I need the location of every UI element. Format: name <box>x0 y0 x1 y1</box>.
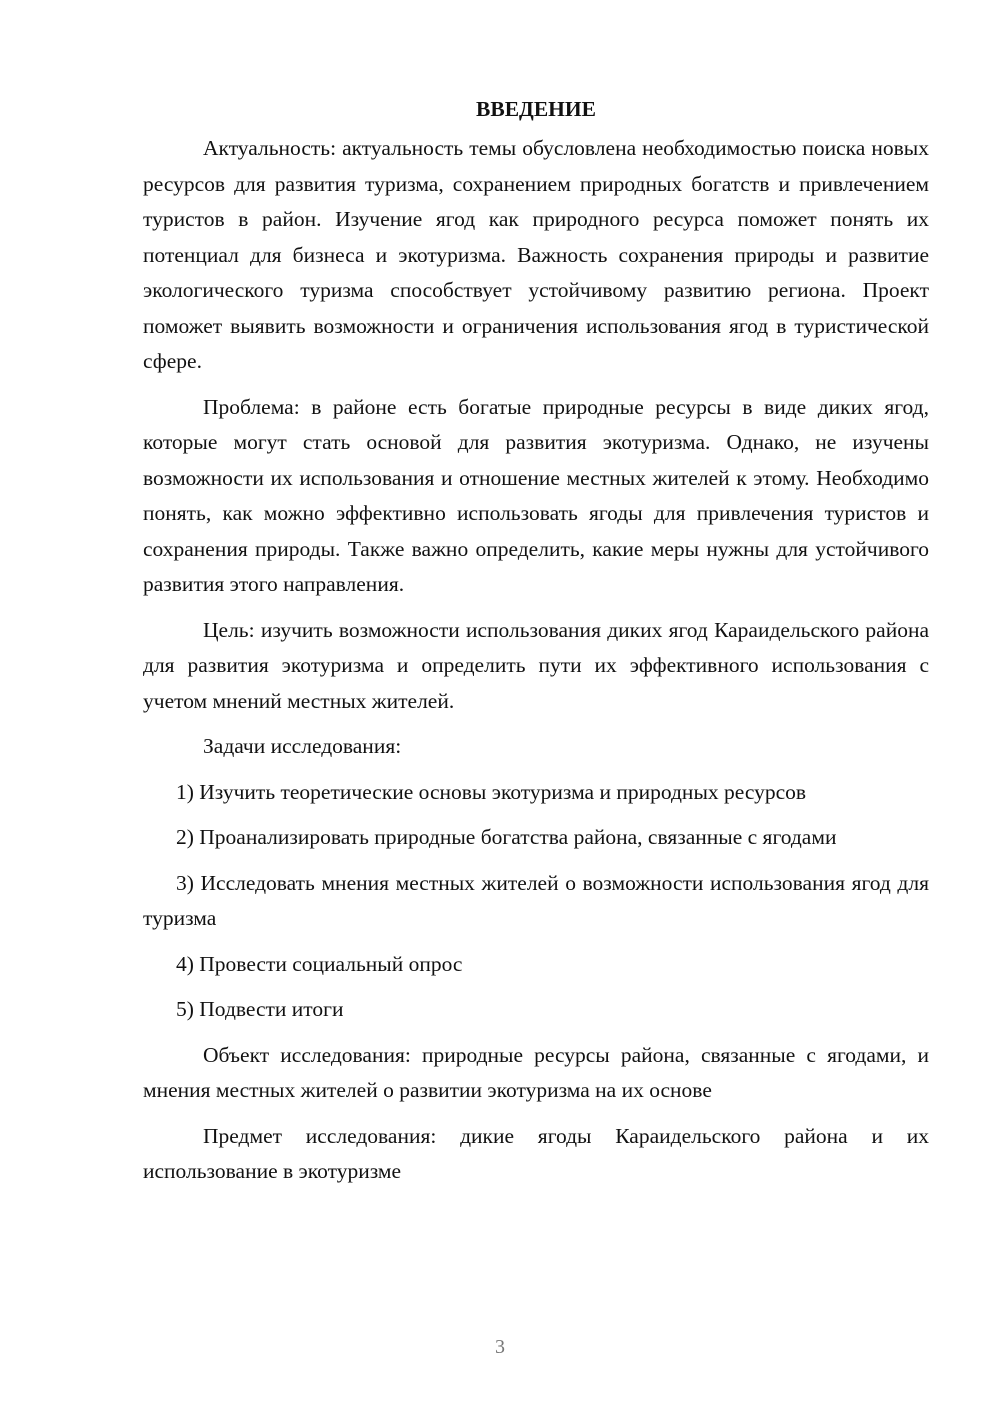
paragraph-problem: Проблема: в районе есть богатые природные ресурсы в виде диких ягод, которые могут стать основой для развития экотуризма. Однако, не изучены возможности их использования и отношение местных жителей к этому. Необходимо понять, как можно эффективно использовать ягоды для привлечения туристов и сохранения природы. Также важно определить, какие меры нужны для устойчивого развития этого направления. <box>143 394 929 596</box>
paragraph-subject: Предмет исследования: дикие ягоды Караидельского района и их использование в экотуризме <box>143 1123 929 1183</box>
task-item-4: 4) Провести социальный опрос <box>176 951 463 976</box>
paragraph-relevance: Актуальность: актуальность темы обусловлена необходимостью поиска новых ресурсов для развития туризма, сохранением природных богатств и привлечением туристов в район. Изучение ягод как природного ресурса поможет понять их потенциал для бизнеса и экотуризма. Важность сохранения природы и развитие экологического туризма способствует устойчивому развитию региона. Проект поможет выявить возможности и ограничения использования ягод в туристической сфере. <box>143 136 929 373</box>
task-item-5: 5) Подвести итоги <box>176 997 344 1021</box>
paragraph-goal: Цель: изучить возможности использования диких ягод Караидельского района для развития экотуризма и определить пути их эффективного использования с учетом мнений местных жителей. <box>143 617 929 713</box>
document-body <box>143 92 929 1200</box>
task-item-2: 2) Проанализировать природные богатства района, связанные с ягодами <box>176 825 837 849</box>
page-number: 3 <box>495 1336 505 1358</box>
paragraph-tasks-heading: Задачи исследования: <box>203 734 402 758</box>
paragraph-object: Объект исследования: природные ресурсы района, связанные с ягодами, и мнения местных жителей о развитии экотуризма на их основе <box>143 1042 929 1102</box>
page-title: ВВЕДЕНИЕ <box>476 97 596 121</box>
task-item-1: 1) Изучить теоретические основы экотуризма и природных ресурсов <box>176 779 807 804</box>
task-item-3: 3) Исследовать мнения местных жителей о возможности использования ягод для туризма <box>143 870 929 930</box>
